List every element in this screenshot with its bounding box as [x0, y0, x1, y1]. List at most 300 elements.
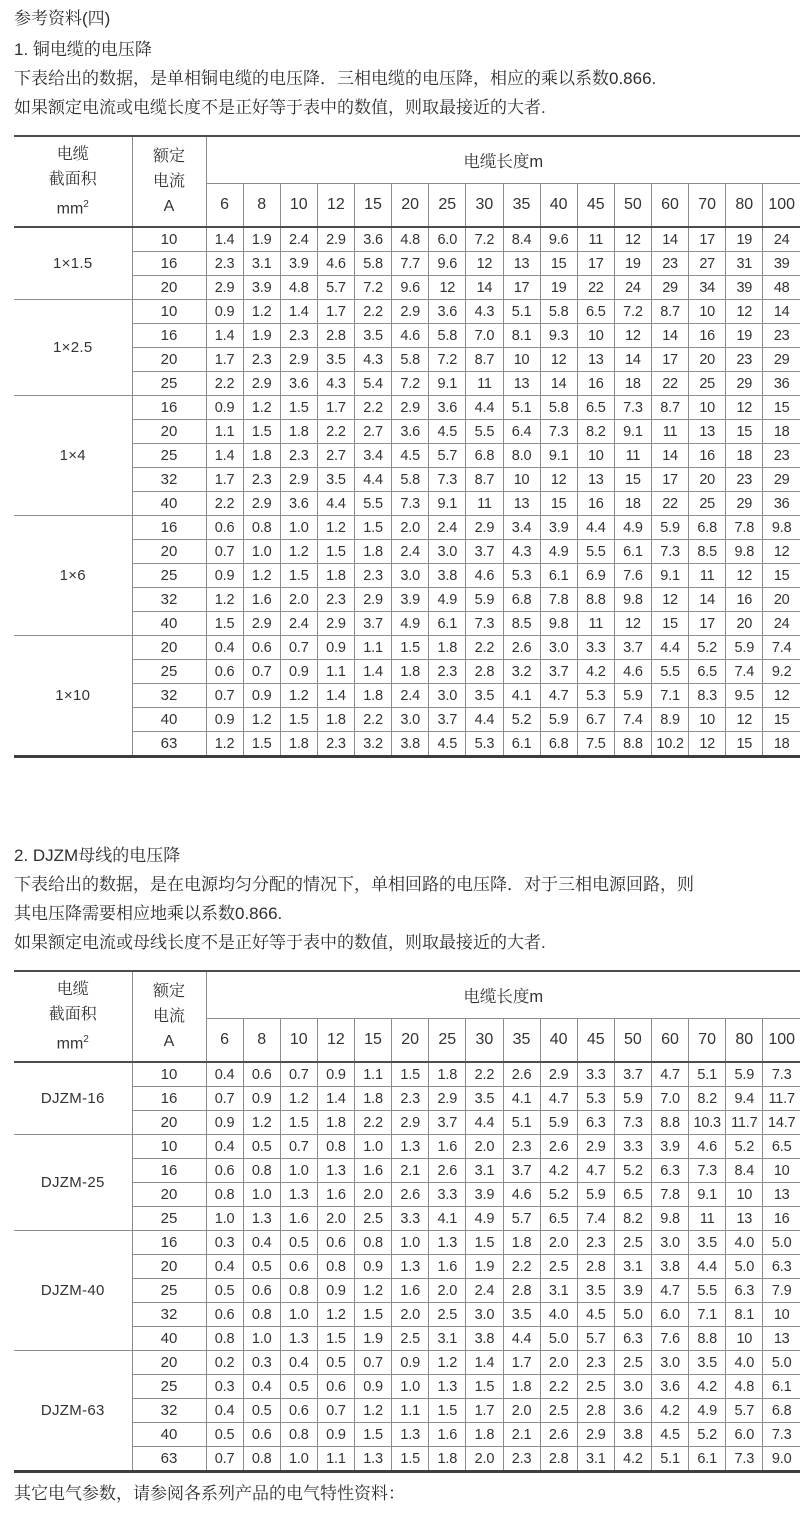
value-cell: 10 [503, 468, 540, 492]
value-cell: 3.6 [429, 300, 466, 324]
value-cell: 2.4 [392, 684, 429, 708]
value-cell: 1.6 [317, 1183, 354, 1207]
value-cell: 1.6 [243, 588, 280, 612]
value-cell: 2.3 [503, 1447, 540, 1472]
value-cell: 0.6 [280, 1255, 317, 1279]
cable-length-header: 电缆长度m [206, 136, 800, 184]
table-row [14, 1062, 800, 1087]
value-cell: 2.0 [317, 1207, 354, 1231]
value-cell: 3.8 [429, 564, 466, 588]
length-col-header: 40 [540, 1019, 577, 1063]
copper-cable-voltage-drop-table [14, 135, 800, 758]
value-cell: 1.5 [392, 1062, 429, 1087]
value-cell: 29 [726, 372, 763, 396]
length-col-header: 20 [392, 184, 429, 228]
value-cell: 4.7 [540, 684, 577, 708]
value-cell: 2.9 [577, 1423, 614, 1447]
value-cell: 1.9 [243, 324, 280, 348]
value-cell: 31 [726, 252, 763, 276]
length-col-header: 20 [392, 1019, 429, 1063]
value-cell: 12 [763, 540, 800, 564]
value-cell: 6.5 [763, 1135, 800, 1159]
value-cell: 7.6 [652, 1327, 689, 1351]
value-cell: 2.2 [466, 636, 503, 660]
section-djzm-busbar [14, 842, 800, 1473]
value-cell: 7.9 [763, 1279, 800, 1303]
value-cell: 1.8 [317, 708, 354, 732]
table-row [14, 420, 800, 444]
value-cell: 2.6 [429, 1159, 466, 1183]
value-cell: 12 [726, 396, 763, 420]
value-cell: 1.6 [392, 1279, 429, 1303]
value-cell: 4.9 [540, 540, 577, 564]
value-cell: 5.8 [392, 468, 429, 492]
value-cell: 1.2 [355, 1399, 392, 1423]
value-cell: 3.1 [429, 1327, 466, 1351]
value-cell: 19 [726, 227, 763, 252]
value-cell: 2.0 [355, 1183, 392, 1207]
value-cell: 3.2 [503, 660, 540, 684]
value-cell: 5.7 [577, 1327, 614, 1351]
value-cell: 2.8 [503, 1279, 540, 1303]
value-cell: 6.3 [652, 1159, 689, 1183]
value-cell: 9.8 [540, 612, 577, 636]
value-cell: 3.9 [243, 276, 280, 300]
value-cell: 2.9 [355, 588, 392, 612]
value-cell: 4.9 [689, 1399, 726, 1423]
value-cell: 5.5 [466, 420, 503, 444]
value-cell: 8.7 [466, 348, 503, 372]
length-col-header: 8 [243, 1019, 280, 1063]
current-cell: 25 [132, 1207, 206, 1231]
value-cell: 14 [652, 227, 689, 252]
table-row [14, 372, 800, 396]
length-col-header: 10 [280, 184, 317, 228]
value-cell: 2.5 [355, 1207, 392, 1231]
value-cell: 2.5 [429, 1303, 466, 1327]
value-cell: 10.3 [689, 1111, 726, 1135]
value-cell: 29 [763, 348, 800, 372]
value-cell: 3.9 [392, 588, 429, 612]
value-cell: 5.8 [355, 252, 392, 276]
value-cell: 12 [763, 684, 800, 708]
header-line: 电缆 [56, 980, 89, 998]
value-cell: 16 [577, 372, 614, 396]
value-cell: 2.6 [540, 1423, 577, 1447]
length-col-header: 10 [280, 1019, 317, 1063]
value-cell: 9.6 [540, 227, 577, 252]
value-cell: 2.2 [355, 708, 392, 732]
value-cell: 1.2 [355, 1279, 392, 1303]
value-cell: 1.3 [280, 1183, 317, 1207]
value-cell: 4.7 [540, 1087, 577, 1111]
value-cell: 1.3 [392, 1255, 429, 1279]
value-cell: 18 [763, 732, 800, 757]
value-cell: 22 [652, 372, 689, 396]
value-cell: 8.2 [614, 1207, 651, 1231]
value-cell: 1.2 [243, 396, 280, 420]
current-cell: 40 [132, 612, 206, 636]
value-cell: 7.3 [429, 468, 466, 492]
value-cell: 3.1 [466, 1159, 503, 1183]
value-cell: 2.6 [503, 636, 540, 660]
value-cell: 0.9 [206, 300, 243, 324]
value-cell: 13 [503, 372, 540, 396]
value-cell: 29 [763, 468, 800, 492]
value-cell: 14 [540, 372, 577, 396]
value-cell: 1.4 [317, 684, 354, 708]
value-cell: 1.4 [206, 444, 243, 468]
section-1-paragraph-line-1: 下表给出的数据，是单相铜电缆的电压降．三相电缆的电压降，相应的乘以系数0.866. [14, 69, 657, 88]
current-cell: 20 [132, 1351, 206, 1375]
value-cell: 3.7 [503, 1159, 540, 1183]
header-line: 额定 [152, 148, 185, 165]
value-cell: 4.9 [614, 516, 651, 540]
value-cell: 1.2 [243, 564, 280, 588]
value-cell: 13 [577, 348, 614, 372]
value-cell: 0.5 [317, 1351, 354, 1375]
value-cell: 3.9 [540, 516, 577, 540]
value-cell: 3.5 [317, 468, 354, 492]
value-cell: 2.4 [429, 516, 466, 540]
value-cell: 13 [503, 252, 540, 276]
value-cell: 9.1 [652, 564, 689, 588]
value-cell: 2.9 [243, 492, 280, 516]
value-cell: 0.8 [355, 1231, 392, 1255]
value-cell: 4.9 [392, 612, 429, 636]
value-cell: 5.9 [726, 1062, 763, 1087]
length-col-header: 35 [503, 1019, 540, 1063]
value-cell: 3.5 [355, 324, 392, 348]
value-cell: 1.6 [429, 1255, 466, 1279]
value-cell: 12 [540, 348, 577, 372]
value-cell: 1.5 [392, 1447, 429, 1472]
group-label-cell: DJZM-25 [14, 1135, 132, 1231]
value-cell: 2.2 [206, 372, 243, 396]
value-cell: 5.0 [763, 1231, 800, 1255]
group-label-cell: 1×6 [14, 516, 132, 636]
length-col-header: 12 [317, 1019, 354, 1063]
value-cell: 1.5 [280, 396, 317, 420]
value-cell: 4.2 [540, 1159, 577, 1183]
value-cell: 5.9 [726, 636, 763, 660]
value-cell: 9.8 [726, 540, 763, 564]
value-cell: 19 [614, 252, 651, 276]
length-col-header: 12 [317, 184, 354, 228]
value-cell: 6.1 [689, 1447, 726, 1472]
value-cell: 5.1 [652, 1447, 689, 1472]
value-cell: 1.8 [429, 1447, 466, 1472]
value-cell: 1.5 [280, 708, 317, 732]
unit-superscript: 2 [83, 1033, 89, 1045]
current-cell: 16 [132, 1159, 206, 1183]
value-cell: 2.3 [206, 252, 243, 276]
current-cell: 25 [132, 444, 206, 468]
table-row [14, 1399, 800, 1423]
value-cell: 6.3 [763, 1255, 800, 1279]
current-cell: 20 [132, 420, 206, 444]
value-cell: 5.3 [577, 1087, 614, 1111]
value-cell: 7.3 [466, 612, 503, 636]
value-cell: 1.2 [243, 300, 280, 324]
value-cell: 2.7 [355, 420, 392, 444]
value-cell: 6.3 [726, 1279, 763, 1303]
value-cell: 6.3 [577, 1111, 614, 1135]
value-cell: 2.9 [317, 227, 354, 252]
value-cell: 2.8 [540, 1447, 577, 1472]
value-cell: 3.9 [466, 1183, 503, 1207]
value-cell: 2.3 [317, 588, 354, 612]
current-cell: 25 [132, 1375, 206, 1399]
value-cell: 2.3 [503, 1135, 540, 1159]
value-cell: 5.8 [392, 348, 429, 372]
value-cell: 3.3 [614, 1135, 651, 1159]
value-cell: 4.6 [689, 1135, 726, 1159]
value-cell: 3.7 [614, 636, 651, 660]
value-cell: 0.2 [206, 1351, 243, 1375]
value-cell: 5.0 [614, 1303, 651, 1327]
table-row [14, 348, 800, 372]
value-cell: 2.9 [243, 372, 280, 396]
value-cell: 2.7 [317, 444, 354, 468]
value-cell: 5.3 [503, 564, 540, 588]
value-cell: 0.7 [355, 1351, 392, 1375]
value-cell: 4.3 [355, 348, 392, 372]
value-cell: 3.5 [689, 1231, 726, 1255]
value-cell: 1.4 [466, 1351, 503, 1375]
value-cell: 20 [689, 348, 726, 372]
length-col-header: 45 [577, 184, 614, 228]
value-cell: 6.8 [503, 588, 540, 612]
table-row [14, 1135, 800, 1159]
value-cell: 11 [466, 372, 503, 396]
current-cell: 40 [132, 1327, 206, 1351]
value-cell: 12 [652, 588, 689, 612]
value-cell: 19 [540, 276, 577, 300]
value-cell: 0.4 [206, 1062, 243, 1087]
value-cell: 1.6 [280, 1207, 317, 1231]
value-cell: 24 [763, 612, 800, 636]
value-cell: 3.3 [392, 1207, 429, 1231]
value-cell: 2.8 [317, 324, 354, 348]
value-cell: 12 [726, 708, 763, 732]
value-cell: 10 [577, 324, 614, 348]
table-row [14, 252, 800, 276]
value-cell: 14 [763, 300, 800, 324]
unit-base: mm [56, 1035, 84, 1053]
length-col-header: 15 [355, 184, 392, 228]
page-title: 参考资料(四) [14, 9, 111, 28]
value-cell: 5.7 [317, 276, 354, 300]
value-cell: 0.4 [243, 1231, 280, 1255]
header-line [14, 1027, 132, 1056]
value-cell: 11.7 [763, 1087, 800, 1111]
value-cell: 8.8 [689, 1327, 726, 1351]
value-cell: 13 [503, 492, 540, 516]
value-cell: 3.3 [577, 1062, 614, 1087]
value-cell: 3.6 [652, 1375, 689, 1399]
value-cell: 9.1 [540, 444, 577, 468]
current-cell: 20 [132, 540, 206, 564]
value-cell: 9.6 [392, 276, 429, 300]
table-row [14, 1087, 800, 1111]
value-cell: 1.5 [317, 1327, 354, 1351]
value-cell: 2.0 [392, 1303, 429, 1327]
value-cell: 0.4 [206, 1135, 243, 1159]
value-cell: 2.9 [243, 612, 280, 636]
value-cell: 0.9 [206, 564, 243, 588]
value-cell: 7.0 [466, 324, 503, 348]
value-cell: 1.8 [355, 1087, 392, 1111]
value-cell: 0.8 [243, 1303, 280, 1327]
value-cell: 2.3 [429, 660, 466, 684]
value-cell: 0.7 [243, 660, 280, 684]
value-cell: 1.5 [206, 612, 243, 636]
value-cell: 1.7 [503, 1351, 540, 1375]
value-cell: 5.3 [466, 732, 503, 757]
value-cell: 3.2 [355, 732, 392, 757]
value-cell: 4.9 [429, 588, 466, 612]
value-cell: 6.1 [503, 732, 540, 757]
value-cell: 0.9 [317, 1062, 354, 1087]
value-cell: 4.1 [429, 1207, 466, 1231]
value-cell: 23 [652, 252, 689, 276]
value-cell: 18 [726, 444, 763, 468]
value-cell: 0.5 [243, 1399, 280, 1423]
value-cell: 3.8 [652, 1255, 689, 1279]
value-cell: 6.8 [689, 516, 726, 540]
value-cell: 2.9 [280, 468, 317, 492]
table-row [14, 300, 800, 324]
value-cell: 0.6 [243, 1062, 280, 1087]
value-cell: 20 [763, 588, 800, 612]
rated-current-header [132, 971, 206, 1062]
cross-section-header [14, 136, 132, 227]
cross-section-header [14, 971, 132, 1062]
table-row [14, 1231, 800, 1255]
header-row-top [14, 136, 800, 184]
unit-superscript: 2 [83, 198, 89, 210]
value-cell: 6.5 [577, 300, 614, 324]
value-cell: 16 [763, 1207, 800, 1231]
value-cell: 7.3 [614, 396, 651, 420]
value-cell: 0.9 [206, 708, 243, 732]
value-cell: 0.8 [317, 1135, 354, 1159]
value-cell: 5.1 [503, 396, 540, 420]
value-cell: 24 [763, 227, 800, 252]
current-cell: 16 [132, 1231, 206, 1255]
value-cell: 2.9 [317, 612, 354, 636]
value-cell: 1.0 [243, 1327, 280, 1351]
value-cell: 6.5 [614, 1183, 651, 1207]
value-cell: 0.4 [243, 1375, 280, 1399]
value-cell: 5.9 [540, 708, 577, 732]
value-cell: 12 [614, 324, 651, 348]
value-cell: 7.1 [689, 1303, 726, 1327]
value-cell: 4.7 [577, 1159, 614, 1183]
current-cell: 16 [132, 396, 206, 420]
table-row [14, 636, 800, 660]
value-cell: 4.6 [466, 564, 503, 588]
value-cell: 4.6 [317, 252, 354, 276]
table-row [14, 1207, 800, 1231]
value-cell: 3.1 [577, 1447, 614, 1472]
value-cell: 9.1 [689, 1183, 726, 1207]
value-cell: 2.3 [280, 444, 317, 468]
value-cell: 3.7 [466, 540, 503, 564]
value-cell: 0.4 [280, 1351, 317, 1375]
value-cell: 8.5 [689, 540, 726, 564]
value-cell: 1.3 [243, 1207, 280, 1231]
value-cell: 1.8 [466, 1423, 503, 1447]
current-cell: 16 [132, 252, 206, 276]
length-col-header: 25 [429, 184, 466, 228]
value-cell: 5.2 [726, 1135, 763, 1159]
value-cell: 8.0 [503, 444, 540, 468]
value-cell: 2.0 [540, 1351, 577, 1375]
value-cell: 2.9 [392, 1111, 429, 1135]
length-col-header: 70 [689, 1019, 726, 1063]
value-cell: 12 [689, 732, 726, 757]
value-cell: 6.5 [577, 396, 614, 420]
table-row [14, 612, 800, 636]
group-label-cell: DJZM-16 [14, 1062, 132, 1135]
value-cell: 2.3 [392, 1087, 429, 1111]
value-cell: 1.2 [243, 1111, 280, 1135]
value-cell: 12 [614, 227, 651, 252]
value-cell: 1.3 [392, 1423, 429, 1447]
value-cell: 7.3 [614, 1111, 651, 1135]
value-cell: 7.8 [652, 1183, 689, 1207]
value-cell: 15 [540, 492, 577, 516]
value-cell: 1.7 [466, 1399, 503, 1423]
value-cell: 4.6 [392, 324, 429, 348]
value-cell: 9.1 [429, 492, 466, 516]
current-cell: 10 [132, 1062, 206, 1087]
header-line: 电流 [152, 173, 185, 190]
value-cell: 2.8 [577, 1399, 614, 1423]
value-cell: 17 [689, 227, 726, 252]
section-2-paragraph-line-2: 其电压降需要相应地乘以系数0.866. [14, 904, 283, 923]
header-line: 电缆 [56, 145, 89, 163]
value-cell: 2.4 [392, 540, 429, 564]
value-cell: 9.2 [763, 660, 800, 684]
value-cell: 23 [763, 324, 800, 348]
value-cell: 1.1 [206, 420, 243, 444]
value-cell: 6.1 [614, 540, 651, 564]
value-cell: 1.2 [280, 1087, 317, 1111]
value-cell: 4.4 [503, 1327, 540, 1351]
table-row [14, 468, 800, 492]
value-cell: 0.8 [243, 1447, 280, 1472]
value-cell: 17 [503, 276, 540, 300]
current-cell: 25 [132, 372, 206, 396]
value-cell: 4.2 [652, 1399, 689, 1423]
value-cell: 3.9 [652, 1135, 689, 1159]
value-cell: 4.4 [317, 492, 354, 516]
value-cell: 23 [726, 348, 763, 372]
value-cell: 36 [763, 372, 800, 396]
value-cell: 22 [577, 276, 614, 300]
section-2-paragraph-line-3: 如果额定电流或母线长度不是正好等于表中的数值，则取最接近的大者. [14, 933, 546, 952]
value-cell: 6.0 [726, 1423, 763, 1447]
value-cell: 8.4 [726, 1159, 763, 1183]
table-row [14, 1255, 800, 1279]
value-cell: 8.9 [652, 708, 689, 732]
current-cell: 10 [132, 227, 206, 252]
value-cell: 0.7 [206, 1087, 243, 1111]
value-cell: 9.1 [614, 420, 651, 444]
